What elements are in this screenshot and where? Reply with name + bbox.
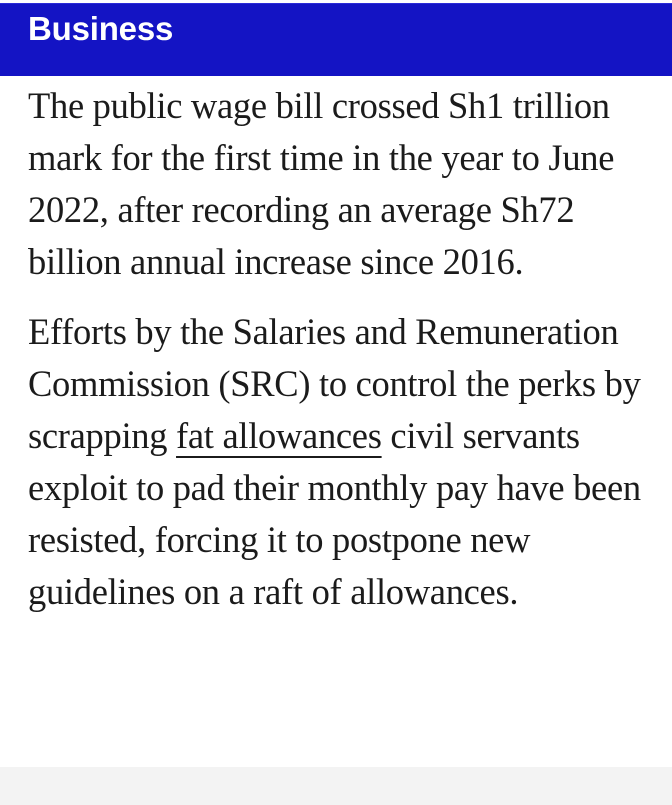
section-label[interactable]: Business (28, 10, 174, 47)
paragraph-text: Efforts by the Salaries and Remuneration Commission (SRC) to control the perks by scrapping (28, 311, 641, 456)
article-paragraph: The public wage bill crossed Sh1 trillion mark for the first time in the year to June 2022, after recording an average Sh72 billion annual increase since 2016. (28, 85, 615, 282)
fat-allowances-link[interactable]: fat allowances (176, 415, 382, 456)
paragraph-text: civil servants exploit to pad their monthly pay have been resisted, forcing it to postpone new guidelines on a raft of allowances. (28, 415, 641, 612)
footer-band (0, 767, 672, 805)
section-header-bar (0, 3, 672, 76)
article-body (28, 80, 648, 618)
article-paragraph (28, 306, 648, 618)
